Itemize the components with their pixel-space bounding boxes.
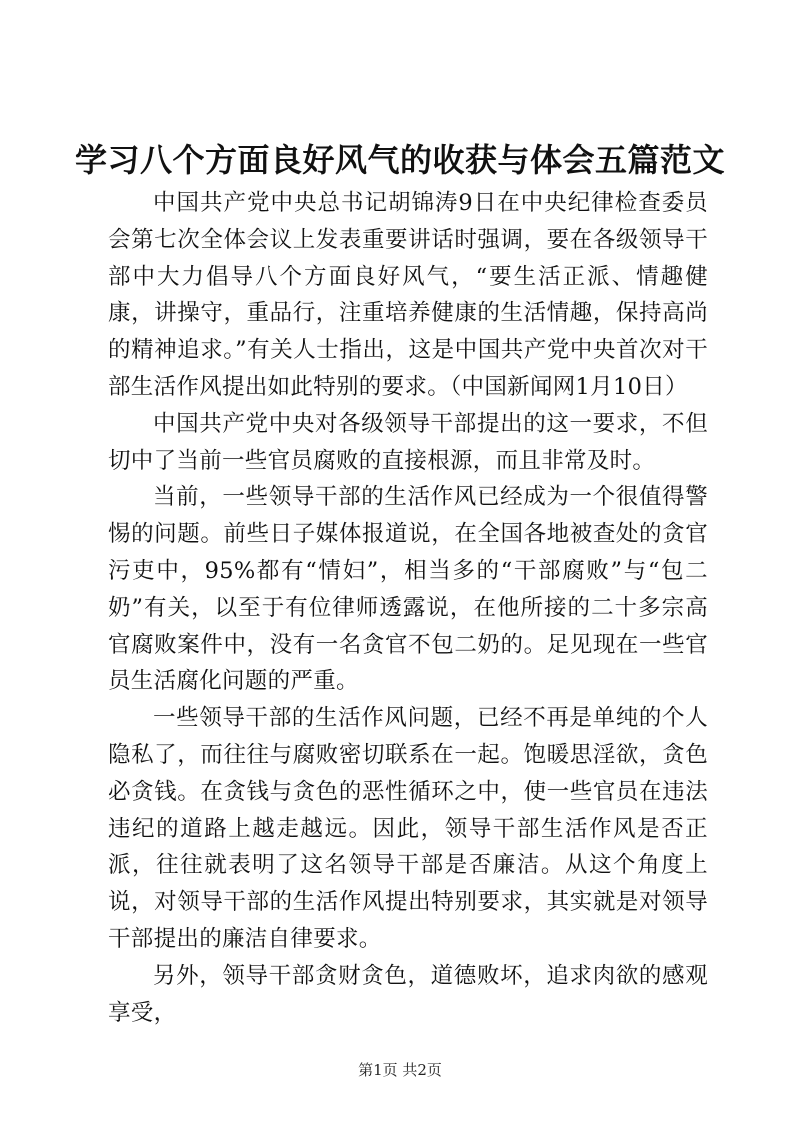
document-title: 学习八个方面良好风气的收获与体会五篇范文 xyxy=(74,141,725,179)
page-footer: 第1页 共2页 xyxy=(358,1061,442,1079)
paragraph-1: 中国共产党中央总书记胡锦涛9日在中央纪律检查委员会第七次全体会议上发表重要讲话时强调，要在各级领导干部中大力倡导八个方面良好风气，“要生活正派、情趣健康，讲操守，重品行，注重培养健康的生活情趣，保持高尚的精神追求。”有关人士指出，这是中国共产党中央首次对干部生活作风提出如此特别的要求。（中国新闻网1月10日） xyxy=(108,190,708,400)
document-body xyxy=(108,185,708,1031)
paragraph-4: 一些领导干部的生活作风问题，已经不再是单纯的个人隐私了，而往往与腐败密切联系在一起。饱暖思淫欲，贪色必贪钱。在贪钱与贪色的恶性循环之中，使一些官员在违法违纪的道路上越走越远。因此，领导干部生活作风是否正派，往往就表明了这名领导干部是否廉洁。从这个角度上说，对领导干部的生活作风提出特别要求，其实就是对领导干部提出的廉洁自律要求。 xyxy=(108,705,708,952)
paragraph-2: 中国共产党中央对各级领导干部提出的这一要求，不但切中了当前一些官员腐败的直接根源，而且非常及时。 xyxy=(108,410,708,474)
paragraph-5: 另外，领导干部贪财贪色，道德败坏，追求肉欲的感观享受， xyxy=(108,962,708,1026)
paragraph-3: 当前，一些领导干部的生活作风已经成为一个很值得警惕的问题。前些日子媒体报道说，在全国各地被查处的贪官污吏中，95%都有“情妇”，相当多的“干部腐败”与“包二奶”有关，以至于有位律师透露说，在他所接的二十多宗高官腐败案件中，没有一名贪官不包二奶的。足见现在一些官员生活腐化问题的严重。 xyxy=(108,484,708,695)
